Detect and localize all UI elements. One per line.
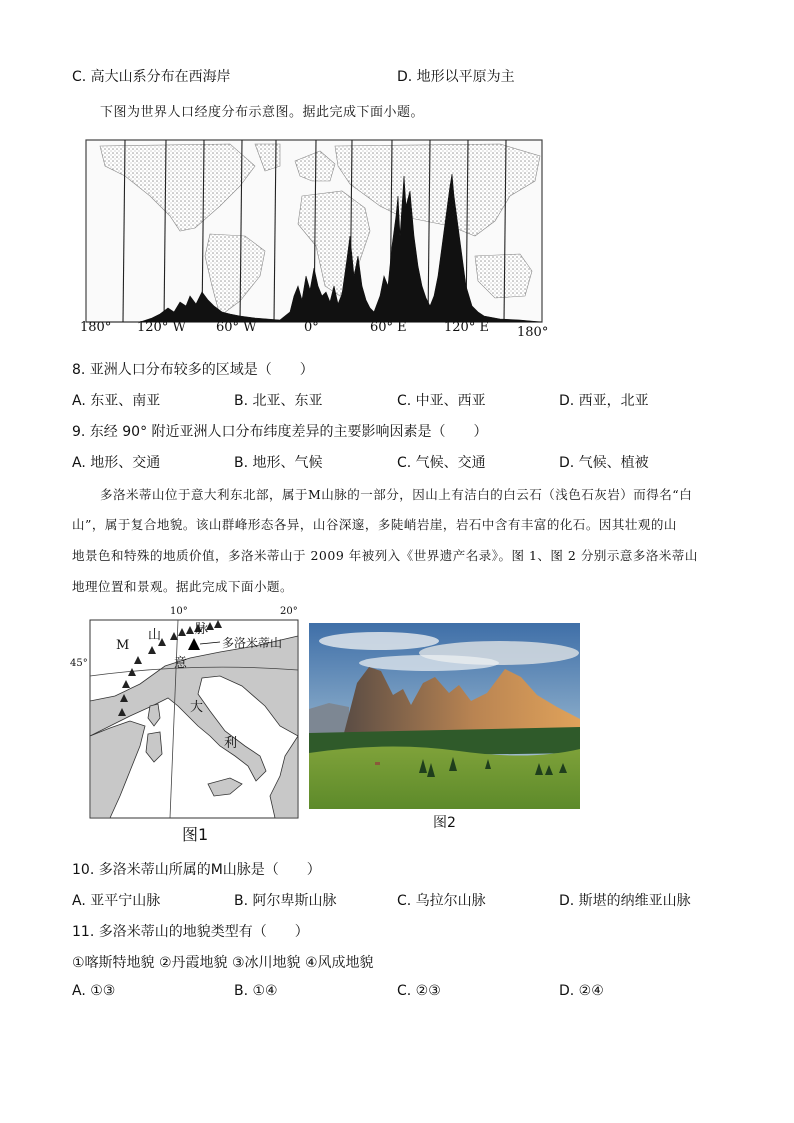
q8-option-c[interactable]: C. 中亚、西亚	[397, 393, 486, 409]
map-label-li: 利	[224, 736, 238, 751]
q10-option-c[interactable]: C. 乌拉尔山脉	[397, 893, 486, 909]
q10-option-a[interactable]: A. 亚平宁山脉	[72, 893, 161, 909]
passage-line-2: 山”，属于复合地貌。该山群峰形态各异，山谷深邃，多陡峭岩崖，岩石中含有丰富的化石。因其壮观的山	[72, 517, 677, 532]
q8-stem: 8. 亚洲人口分布较多的区域是（ ）	[72, 362, 314, 378]
axis-label-60e: 60° E	[370, 320, 407, 335]
q11-option-c[interactable]: C. ②③	[397, 983, 441, 999]
map-label-m: M	[116, 638, 130, 653]
axis-label-0: 0°	[304, 320, 319, 335]
option-c-prev[interactable]: C. 高大山系分布在西海岸	[72, 69, 231, 85]
q8-option-d[interactable]: D. 西亚，北亚	[559, 393, 649, 409]
q11-option-b[interactable]: B. ①④	[234, 983, 278, 999]
option-d-prev[interactable]: D. 地形以平原为主	[397, 69, 515, 85]
intro-text: 下图为世界人口经度分布示意图。据此完成下面小题。	[100, 105, 425, 120]
map-lon-10: 10°	[170, 606, 188, 617]
axis-label-180w: 180°	[80, 320, 112, 335]
map-caption: 图1	[182, 825, 209, 844]
passage-line-4: 地理位置和景观。据此完成下面小题。	[72, 579, 294, 594]
passage-line-1: 多洛米蒂山位于意大利东北部，属于M山脉的一部分，因山上有洁白的白云石（浅色石灰岩）而得名“白	[100, 487, 693, 502]
q10-option-b[interactable]: B. 阿尔卑斯山脉	[234, 893, 337, 909]
axis-label-60w: 60° W	[216, 320, 257, 335]
photo-caption: 图2	[433, 815, 456, 831]
q8-option-a[interactable]: A. 东亚、南亚	[72, 393, 161, 409]
passage-line-3: 地景色和特殊的地质价值，多洛米蒂山于 2009 年被列入《世界遗产名录》。图 1、图 2 分别示意多洛米蒂山	[72, 548, 698, 563]
q10-option-d[interactable]: D. 斯堪的纳维亚山脉	[559, 893, 691, 909]
map-lon-20: 20°	[280, 606, 298, 617]
q9-option-c[interactable]: C. 气候、交通	[397, 455, 486, 471]
map-label-yi: 意	[174, 656, 188, 671]
q9-stem: 9. 东经 90° 附近亚洲人口分布纬度差异的主要影响因素是（ ）	[72, 424, 488, 440]
axis-label-120e: 120° E	[444, 320, 489, 335]
q9-option-a[interactable]: A. 地形、交通	[72, 455, 161, 471]
italy-location-map	[70, 606, 310, 846]
map-lat-45: 45°	[70, 658, 88, 669]
q10-stem: 10. 多洛米蒂山所属的M山脉是（ ）	[72, 862, 321, 878]
q11-choices: ①喀斯特地貌 ②丹霞地貌 ③冰川地貌 ④风成地貌	[72, 955, 374, 971]
q11-option-a[interactable]: A. ①③	[72, 983, 116, 999]
axis-label-180e: 180°	[517, 325, 549, 340]
q8-option-b[interactable]: B. 北亚、东亚	[234, 393, 323, 409]
dolomites-photo	[309, 623, 580, 809]
map-label-dolomites: 多洛米蒂山	[222, 636, 283, 650]
map-label-shan: 山	[148, 628, 162, 643]
q9-option-d[interactable]: D. 气候、植被	[559, 455, 649, 471]
q11-option-d[interactable]: D. ②④	[559, 983, 604, 999]
map-label-da: 大	[190, 700, 204, 715]
map-label-mai: 脉	[195, 622, 209, 637]
q11-stem: 11. 多洛米蒂山的地貌类型有（ ）	[72, 924, 309, 940]
population-longitude-figure	[80, 136, 549, 346]
population-chart-svg	[80, 136, 549, 346]
axis-label-120w: 120° W	[137, 320, 186, 335]
dolomites-photo-svg	[309, 623, 580, 809]
q9-option-b[interactable]: B. 地形、气候	[234, 455, 323, 471]
